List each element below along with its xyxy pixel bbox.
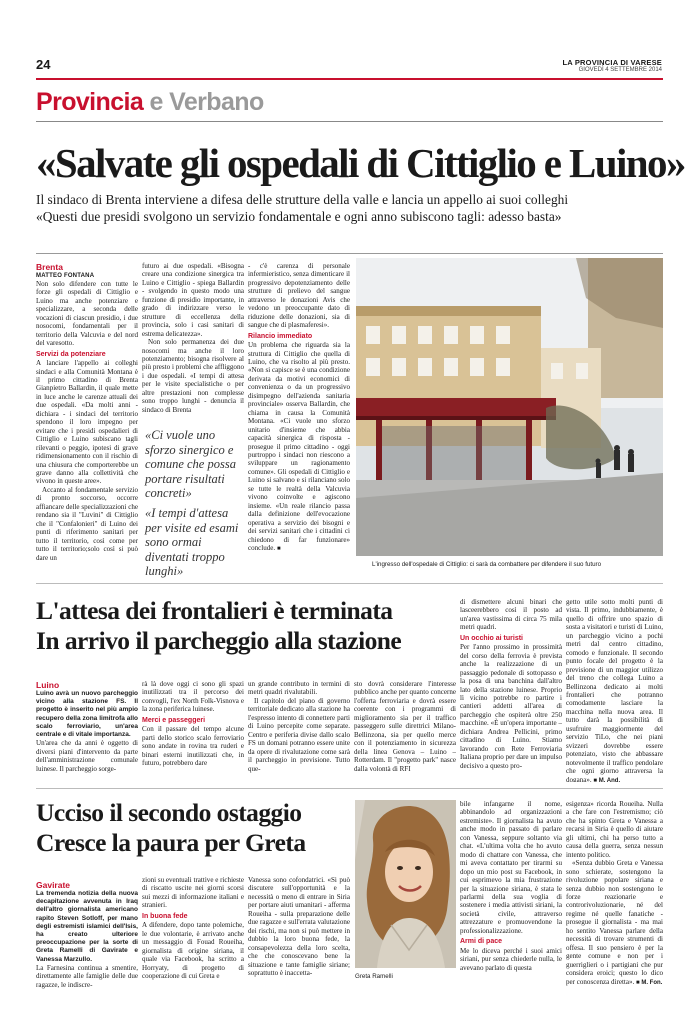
header-rule — [36, 78, 663, 80]
article2-column-3 — [248, 680, 350, 782]
end-marker: ■ — [276, 546, 281, 552]
paragraph: rà là dove oggi ci sono gli spazi inutilizzati tra il percorso dei convogli, l'ex North Folk-Visnova e la zona periferica luinese. — [142, 680, 244, 714]
paper-name: LA PROVINCIA DI VARESE — [562, 58, 662, 67]
article2-lead: Luino avrà un nuovo parcheggio vicino alla stazione FS. Il progetto è inserito nel più ampio recupero della zona limitrofa allo scalo ferroviario, un'area centrale e di vitale importanza. — [36, 690, 138, 739]
article1-column-2 — [142, 262, 244, 422]
paragraph: Me lo diceva perché i suoi amici siriani, pur senza chiederle nulla, le avevano parlato di questa — [460, 946, 562, 972]
article1-subtitle-1: Il sindaco di Brenta interviene a difesa delle strutture della valle e lancia un appello ai suoi colleghi — [36, 192, 569, 207]
paragraph: Un'area che da anni è oggetto di diversi piani d'intervento da parte dell'amministrazione comunale luinese. Il parcheggio sorge- — [36, 739, 138, 773]
article3-column-4 — [460, 800, 562, 1010]
subheading: Servizi da potenziare — [36, 350, 106, 358]
article3-column-5 — [566, 800, 663, 1010]
page-number: 24 — [36, 57, 51, 72]
paragraph: A difendere, dopo tante polemiche, le due volontarie, è arrivato anche un messaggio di Fouad Roueiha, giornalista di origine siriana, il quale via Facebook, ha scritto a Horryaty, di progetto di cooperazione di cui Greta e — [142, 921, 244, 981]
article1-subtitle-2: «Questi due presidi svolgono un servizio fondamentale e ogni anno subiscono tagli: adesso basta» — [36, 209, 562, 224]
article3-title-line-2: Cresce la paura per Greta — [36, 828, 306, 857]
article-divider — [36, 788, 663, 789]
section-header — [36, 87, 264, 117]
paragraph: Il capitolo del piano di governo territoriale dedicato alla stazione ha l'espresso intento di connettere parti di Luino percepite come separate. Centro e periferia divise dallo scalo FS un domani potranno essere unite da opere di rivalutazione come sarà il parcheggio in previsione. Tutto que- — [248, 696, 350, 773]
article1-column-1 — [36, 262, 138, 578]
paragraph: esigenza» ricorda Roueiha. Nulla a che fare con l'estremismo; ciò che ha spinto Greta e Vanessa a recarsi in Siria è quello di aiutare gli ultimi, chi ha perso tutto a causa della guerra, senza nessun intento politico. — [566, 800, 663, 859]
paragraph: zioni su eventuali trattive e richieste di riscatto uscite nei giorni scorsi sui mezzi di informazione italiani e stranieri. — [142, 876, 244, 910]
article3-column-1 — [36, 880, 138, 1010]
article3-title-line-1: Ucciso il secondo ostaggio — [36, 798, 302, 827]
paragraph: Accanto al fondamentale servizio di pronto soccorso, occorre affiancare delle specializzazioni che rendano sia il "Luvini" di Cittiglio che il "Confalonieri" di Luino dei punti di riferimento sanitari per tutto il territorio, così come per tutto il territorio;solo così si può dare un — [36, 485, 138, 562]
article1-title: «Salvate gli ospedali di Cittiglio e Luino» — [36, 140, 685, 186]
hospital-photo-caption: L'ingresso dell'ospedale di Cittiglio: ci sarà da combattere per difendere il suo futuro — [372, 561, 602, 568]
article3-column-3 — [248, 876, 350, 1010]
greta-photo-caption: Greta Ramelli — [355, 973, 393, 980]
article1-column-3 — [248, 262, 350, 578]
paragraph: La Farnesina continua a smentire, direttamente alle famiglie delle due ragazze, le indiscre- — [36, 963, 138, 989]
article-divider — [36, 583, 663, 584]
article1-rule — [36, 253, 663, 254]
paragraph: Non solo permanenza dei due nosocomi ma anche il loro potenziamento; bisogna risolvere al più presto i problemi che affliggono i due ospedali. «I tempi di attesa per le visite specialistiche o per altre prestazioni non complesse sono troppo lunghi - denuncia il sindaco di Brenta — [142, 338, 244, 414]
paragraph: futuro ai due ospedali. «Bisogna creare una condizione sinergica tra Luino e Cittiglio - spiega Ballardin - svolgendo in questo modo una funzione di presidio importante, in grado di indirizzare verso le strutture di eccellenza della provincia, solo i casi sanitari di estrema delicatezza». — [142, 262, 244, 338]
section-main: Provincia — [36, 88, 144, 116]
paragraph: Vanessa sono cofondatrici. «Si può discutere sull'opportunità e la necessità o meno di entrare in Siria per portare aiuti umanitari - afferma Roueiha - sulla preparazione delle due ragazze e sull'errata valutazione dei rischi, ma non si può mettere in dubbio la loro buona fede, la consapevolezza della loro scelta, che che conoscevano bene la situazione e tante famiglie siriane; soprattutto è inaccetta- — [248, 876, 350, 977]
section-rule — [36, 121, 663, 122]
paragraph: getto utile sotto molti punti di vista. Il primo, indubbiamente, è quello di offrire uno spazio di sosta a visitatori e turisti di Luino, un parcheggio vicino a pochi metri dal centro cittadino, comodo e funzionale. Il secondo punto focale del progetto è la previsione di un maggior utilizzo del treno che collega Luino a Bellinzona dedicato ai molti frontalieri che potranno comodamente lasciare la macchina nella nuova area. Il tutto darà la possibilità di usufruire maggiormente del servizio TiLo, che nei piani svizzeri dovrebbe essere potenziato, visto che abbassare notevolmente il traffico pendolare che ogni giorno attraversa la dogana». — [566, 598, 663, 782]
pull-quote-2: «I tempi d'attesa per visite ed esami sono ormai diventati troppo lunghi» — [145, 506, 239, 578]
author-signature: ■ M. And. — [593, 777, 621, 782]
article1-author: MATTEO FONTANA — [36, 273, 95, 279]
article2-title-line-2: In arrivo il parcheggio alla stazione — [36, 626, 402, 655]
section-sub: e Verbano — [149, 88, 264, 116]
paragraph: A lanciare l'appello ai colleghi sindaci e alla Comunità Montana è il primo cittadino di Brenta Gianpietro Ballardin, il quale mette in luce anche le carenze attuali dei due ospedali. «Da molti anni - dichiara - i sindaci del territorio spendono il loro impegno per evitare che i presidi ospedalieri di Cittiglio e Luino subiscano tagli rilevanti o peggio, ipotesi di grave ridimensionamento con il rischio di una chiusura che comporterebbe un grave danno alla collettività che vivono in queste aree». — [36, 359, 138, 486]
greta-photo — [355, 800, 456, 968]
paragraph: Per l'anno prossimo in prossimità del corso della ferrovia è prevista anche la realizzazione di un passaggio pedonale di sottopasso e la posa di una banchina dall'altro lato della stazione luinese. Proprio lì vicino potrebbe ro partire i cantieri addetti all'area di parcheggio che ospiterà oltre 250 macchine. «È un'opera importante – dichiara Andrea Pellicini, primo cittadino di Luino. Stiamo lavorando con Rete Ferroviaria Italiana proprio per dare un impulso decisivo a questo pro- — [460, 643, 562, 770]
article1-place: Brenta — [36, 262, 63, 272]
article3-column-2 — [142, 876, 244, 1010]
article2-column-4 — [354, 680, 456, 782]
paragraph: «Senza dubbio Greta e Vanessa sono schierate, sostengono la rivoluzione popolare siriana e senza dubbio non sostengono le forze reazionarie e controrivoluzionarie, né del regime né quelle fanatiche - prosegue il giornalista - ma mai ho sentito Vanessa parlare della necessità di trovare strumenti di offesa. Il suo pensiero è per la gente comune e non per i guerriglieri o i partigiani che pur considera eroici; questo lo dico per conoscenza diretta». — [566, 859, 663, 986]
article2-column-6 — [566, 598, 663, 782]
paragraph: di dismettere alcuni binari che lasceerebbero così il posto ad un'area vastissima di circa 75 mila metri quadri. — [460, 598, 562, 632]
article2-column-2 — [142, 680, 244, 782]
paragraph: sto dovrà considerare l'interesse pubblico anche per quanto concerne l'offerta ferroviaria e dovrà essere coerente con i programmi di miglioramento sia per il traffico passeggero sulle direttrici Milano-Bellinzona, sia per quello merce con il potenziamento in sicurezza della linea Genova – Luino – Rotterdam. Il "progetto park" nasce dalla volontà di RFI — [354, 680, 456, 773]
subheading: Rilancio immediato — [248, 332, 313, 340]
paragraph: un grande contributo in termini di metri quadri rivalutabili. — [248, 680, 350, 697]
issue-date: GIOVEDÌ 4 SETTEMBRE 2014 — [578, 67, 662, 73]
article2-place: Luino — [36, 680, 60, 690]
pull-quote-1: «Ci vuole uno sforzo sinergico e comune che possa portare risultati concreti» — [145, 428, 236, 500]
article3-lead: La tremenda notizia della nuova decapitazione avvenuta in Iraq dell'altro giornalista americano rapito Steven Sotloff, per mano degli estremisti islamici dell'Isis, ha creato ulteriore preoccupazione per la sorte di Greta Ramelli di Gavirate e Vanessa Marzullo. — [36, 890, 138, 963]
article3-place: Gavirate — [36, 880, 71, 890]
article2-column-5 — [460, 598, 562, 782]
paragraph: Un problema che riguarda sia la struttura di Cittiglio che quella di Luino, che va risolto al più presto. «Non si capisce se è una condizione derivata da motivi economici di convenienza o da un progressivo disimpegno dell'azienda sanitaria provinciale» osserva Ballardin, che chiama in causa la Comunità Montana. «Ci vuole uno sforzo unitario d'insieme che abbia capacità sinergica di risposta - prosegue il primo cittadino - oggi purtroppo i sindaci non riescono a sviluppare un ragionamento comune». Gli ospedali di Cittiglio e Luino si salvano e si rilanciano solo se tutte le realtà della Valcuvia vivono coinvolte e agiscono insieme. «Un reale rilancio passa dalla definizione dell'evocazione operativa a servizio dei bisogni e dei servizi sanitari che i cittadini ci chiedono di far funzionare» conclude. — [248, 341, 350, 552]
author-signature: ■ M. Fon. — [636, 979, 663, 986]
paragraph: Non solo difendere con tutte le forze gli ospedali di Cittiglio e Luino ma anche potenziare e specializzare, a seconda delle vocazioni di ciascun presidio, i due nosocomi, fondamentali per il territorio della Valcuvia e del nord del varesotto. — [36, 280, 138, 348]
hospital-photo — [356, 258, 663, 556]
article2-title-line-1: L'attesa dei frontalieri è terminata — [36, 596, 393, 625]
subheading: In buona fede — [142, 912, 188, 920]
paragraph: - c'è carenza di personale infermieristico, senza dimenticare il progressivo depotenziamento delle strutture di prelievo del sangue attraverso le donazioni Avis che vedono un preoccupante dato di riduzione delle donazioni, sia di sangue che di plasmaferesi». — [248, 262, 350, 330]
subheading: Armi di pace — [460, 938, 503, 946]
subheading: Un occhio ai turisti — [460, 634, 524, 642]
subheading: Merci e passeggeri — [142, 716, 206, 724]
article2-column-1 — [36, 680, 138, 782]
hospital-building-illustration — [356, 258, 663, 556]
paragraph: Con il passare del tempo alcune parti dello storico scalo ferroviario sono andate in rovina tra ruderi e binari esterni inutilizzati che, in futuro, potrebbero dare — [142, 725, 244, 768]
portrait-illustration — [355, 800, 456, 968]
paragraph: bile infangarne il nome, abbinandolo ad organizzazioni estremiste». Il giornalista ha avuto anche modo in passato di parlare con Vanessa, seppure soltanto via chat. «L'ultima volta che ho avuto modo di chattare con Vanessa, che mi aveva contattato per tirarmi su dopo un mio post su Facebook, in cui esprimevo la mia frustrazione per la situazione siriana, è stata le parlarmi della sua voglia di sostenere i media attivisti siriani, la società civile, attraverso attrezzature e promuovendone la professionalizzazione. — [460, 800, 562, 935]
